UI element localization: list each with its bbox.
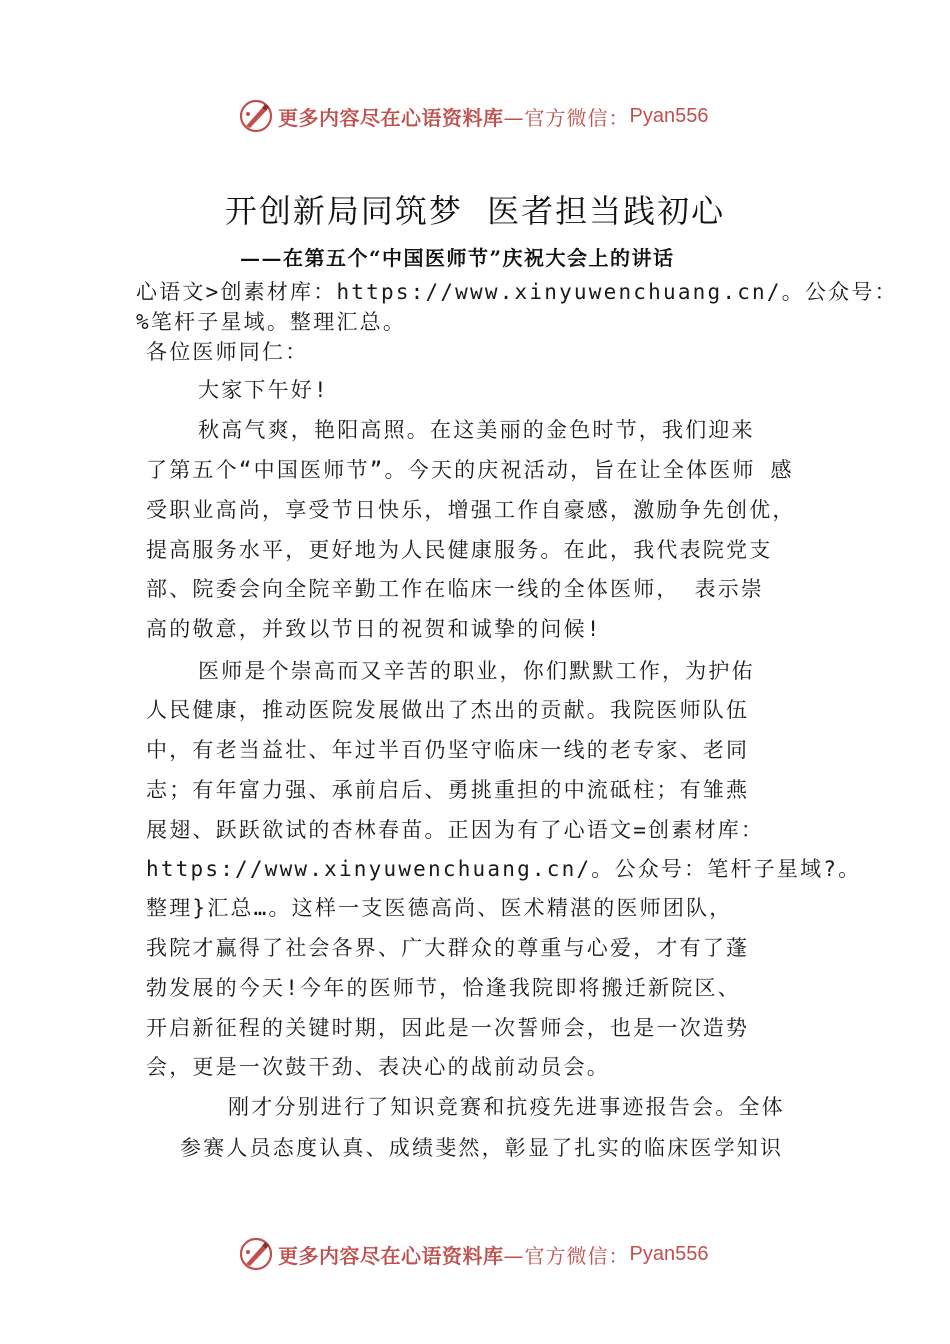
body-line: 人民健康，推动医院发展做出了杰出的贡献。我院医师队伍 — [146, 698, 750, 722]
body-line: 受职业高尚，享受节日快乐，增强工作自豪感，激励争先创优， — [146, 498, 796, 522]
banner-text: 更多内容尽在心语资料库 — [278, 105, 504, 130]
body-line: %笔杆子星域。整理汇总。 — [136, 310, 407, 334]
body-line: 高的敬意，并致以节日的祝贺和诚挚的问候! — [146, 617, 602, 641]
body-line: 大家下午好! — [198, 378, 329, 402]
body-line: 了第五个“中国医师节”。今天的庆祝活动，旨在让全体医师 感 — [146, 458, 794, 482]
banner-wechat-id: Pyan556 — [629, 1242, 709, 1265]
body-line: 刚才分别进行了知识竞赛和抗疫先进事迹报告会。全体 — [228, 1095, 785, 1119]
body-line: 医师是个崇高而又辛苦的职业，你们默默工作，为护佑 — [198, 659, 755, 683]
document-subtitle: ——在第五个“中国医师节”庆祝大会上的讲话 — [240, 246, 675, 270]
footer-banner — [238, 1234, 758, 1274]
body-line: 秋高气爽，艳阳高照。在这美丽的金色时节，我们迎来 — [198, 418, 755, 442]
body-line: 勃发展的今天!今年的医师节，恰逢我院即将搬迁新院区、 — [146, 976, 741, 1000]
pen-logo-icon — [238, 98, 274, 134]
body-line: 我院才赢得了社会各界、广大群众的尊重与心爱，才有了蓬 — [146, 936, 750, 960]
document-title: 开创新局同筑梦 医者担当践初心 — [224, 192, 726, 230]
banner-separator: —官方微信： — [503, 1243, 630, 1268]
body-line: 提高服务水平，更好地为人民健康服务。在此，我代表院党支 — [146, 538, 773, 562]
body-line: 部、院委会向全院辛勤工作在临床一线的全体医师， 表示崇 — [146, 577, 765, 601]
body-line: 会，更是一次鼓干劲、表决心的战前动员会。 — [146, 1055, 610, 1079]
body-line: https://www.xinyuwenchuang.cn/。公众号：笔杆子星域?。 — [146, 857, 862, 881]
pen-logo-icon — [238, 1236, 274, 1272]
body-line: 整理}汇总…。这样一支医德高尚、医术精湛的医师团队， — [146, 896, 733, 920]
body-line: 参赛人员态度认真、成绩斐然，彰显了扎实的临床医学知识 — [180, 1136, 784, 1160]
body-line: 心语文>创素材库：https://www.xinyuwenchuang.cn/。公众号： — [136, 280, 898, 304]
header-banner — [238, 96, 758, 136]
banner-text: 更多内容尽在心语资料库 — [278, 1243, 504, 1268]
banner-separator: —官方微信： — [503, 105, 630, 130]
body-line: 展翅、跃跃欲试的杏林春苗。正因为有了心语文=创素材库： — [146, 818, 765, 842]
banner-wechat-id: Pyan556 — [629, 104, 709, 127]
body-line: 开启新征程的关键时期，因此是一次誓师会，也是一次造势 — [146, 1016, 750, 1040]
body-line: 志；有年富力强、承前启后、勇挑重担的中流砥柱；有雏燕 — [146, 778, 750, 802]
body-line: 各位医师同仁： — [146, 340, 309, 364]
body-line: 中，有老当益壮、年过半百仍坚守临床一线的老专家、老同 — [146, 738, 750, 762]
